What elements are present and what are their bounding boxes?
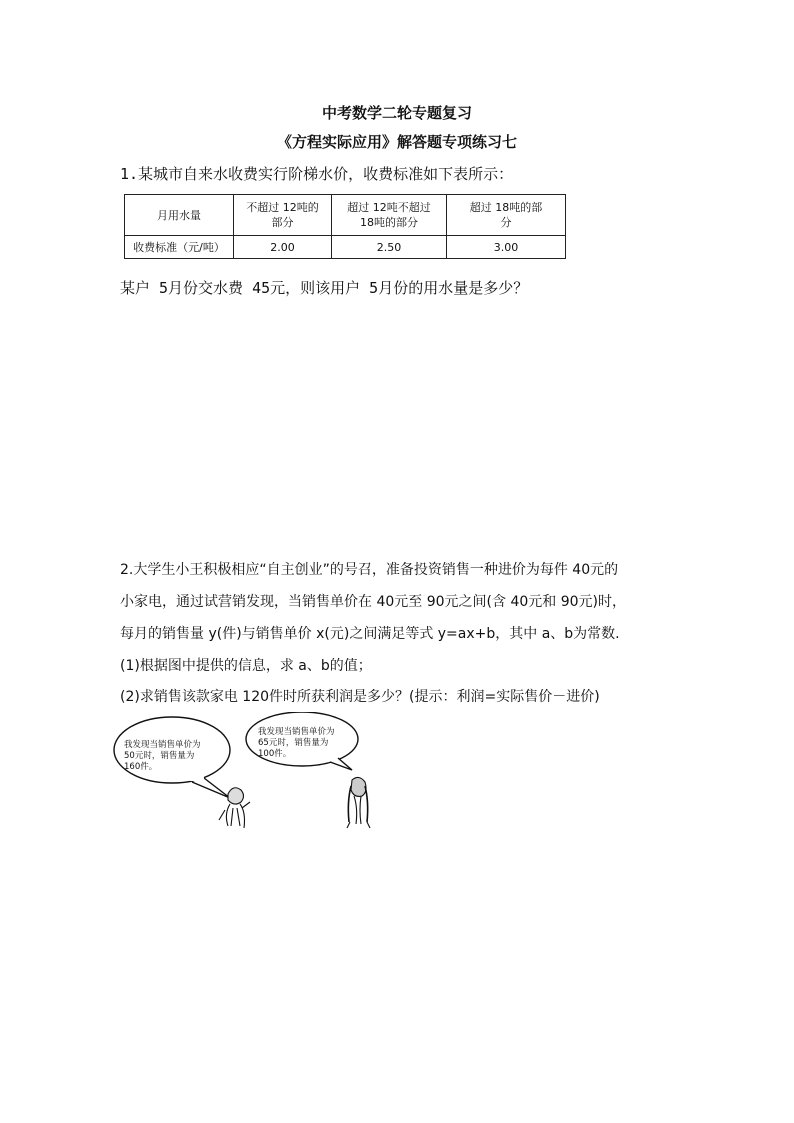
bubble-right-line: 100件。 — [258, 749, 292, 759]
table-header-cell: 超过 18吨的部 分 — [447, 195, 566, 236]
q1-question: 某户 5月份交水费 45元，则该用户 5月份的用水量是多少？ — [120, 279, 529, 297]
bubble-right-line: 我发现当销售单价为 — [258, 727, 335, 737]
title-sub: 《方程实际应用》解答题专项练习七 — [276, 133, 517, 151]
q2-line3: 每月的销售量 y(件)与销售单价 x(元)之间满足等式 y=ax+b，其中 a、b为常数. — [120, 626, 620, 642]
table-row — [125, 236, 566, 259]
q2-line1: 2.大学生小王积极相应“自主创业”的号召，准备投资销售一种进价为每件 40元的 — [120, 562, 619, 578]
cartoon-illustration — [112, 712, 372, 830]
table-header-cell: 不超过 12吨的 部分 — [234, 195, 332, 236]
speech-bubble-left — [114, 717, 230, 798]
q1-stem: 1.某城市自来水收费实行阶梯水价，收费标准如下表所示： — [120, 165, 514, 183]
bubble-left-line: 50元时，销售量为 — [124, 751, 195, 761]
bubble-left-line: 我发现当销售单价为 — [124, 740, 201, 750]
bubble-right-line: 65元时，销售量为 — [258, 738, 329, 748]
q2-sub2: (2)求销售该款家电 120件时所获利润是多少？(提示：利润=实际售价－进价) — [120, 689, 600, 705]
speech-bubble-right — [246, 712, 358, 770]
bubble-left-line: 160件。 — [124, 762, 158, 772]
q2-sub1: (1)根据图中提供的信息，求 a、b的值； — [120, 658, 372, 674]
table-cell: 3.00 — [447, 236, 566, 259]
q2-line2: 小家电，通过试营销发现，当销售单价在 40元至 90元之间(含 40元和 90元)时， — [120, 594, 626, 610]
table-row — [125, 195, 566, 236]
table-cell: 2.00 — [234, 236, 332, 259]
water-fee-table — [124, 194, 566, 259]
table-cell: 2.50 — [332, 236, 447, 259]
person-right-figure — [347, 777, 370, 828]
table-cell: 收费标准（元/吨） — [125, 236, 234, 259]
table-header-cell: 月用水量 — [125, 195, 234, 236]
title-main: 中考数学二轮专题复习 — [321, 104, 472, 122]
table-header-cell: 超过 12吨不超过 18吨的部分 — [332, 195, 447, 236]
